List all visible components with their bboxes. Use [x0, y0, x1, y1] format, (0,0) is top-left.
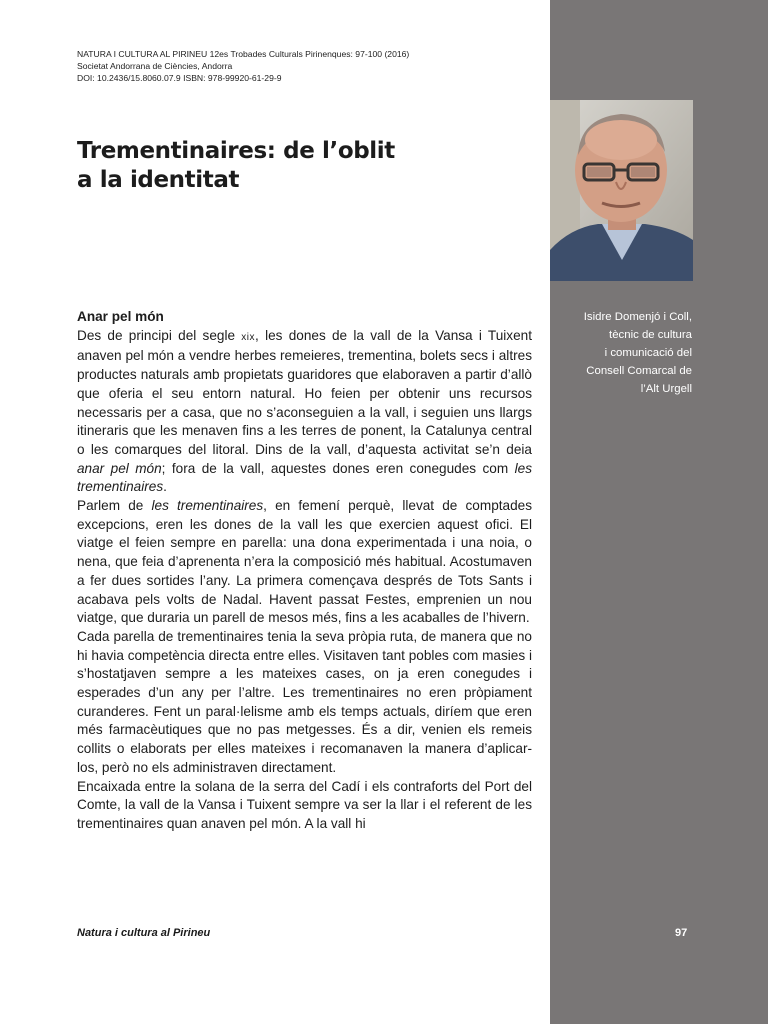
paragraph-4: Encaixada entre la solana de la serra del Cadí i els contraforts del Port del Comte, la vall de la Vansa i Tuixent sempre va ser la llar i el referent de les trementinaires quan anaven pel món. A la vall hi	[77, 778, 532, 831]
paragraph-1-century: xix	[241, 331, 256, 343]
paragraph-2-text-a: Parlem de	[77, 498, 152, 514]
author-caption	[556, 308, 692, 398]
paragraph-1-text-d: .	[163, 479, 167, 495]
header-line-journal: NATURA I CULTURA AL PIRINEU 12es Trobades Culturals Pirinenques: 97-100 (2016)	[77, 49, 410, 59]
paragraph-1-italic-trementinaires: les trementinaires	[77, 460, 532, 495]
author-name: Isidre Domenjó i Coll,	[583, 311, 692, 323]
page-number: 97	[675, 927, 688, 939]
article-title	[77, 137, 517, 195]
paragraph-1-italic-anar-pel-mon: anar pel món	[77, 460, 162, 476]
footer-journal-name: Natura i cultura al Pirineu	[77, 927, 211, 939]
paragraph-1	[77, 327, 532, 497]
paragraph-2-text-b: , en femení perquè, llevat de comptades excepcions, eren les dones de la vall les que exercien aquest ofici. El viatge el feien sempre en parella: una dona experimentada i una noia, o nena, que feia d’aprenenta n’era la composició més habitual. Acostumaven a fer dues sortides l’any. La primera començava després de Tots Sants i acabava pels volts de Nadal. Havent passat Festes, emprenien un nou viatge, que duraria un parell de mesos més, fins a les acaballes de l’hivern.	[77, 498, 533, 626]
paragraph-1-text-c: ; fora de la vall, aquestes dones eren conegudes com	[161, 460, 515, 476]
title-line-2: a la identitat	[77, 167, 240, 193]
author-role-line-4: Consell Comarcal de	[586, 365, 692, 377]
paragraph-2-italic: les trementinaires	[151, 498, 264, 514]
author-role-line-3: i comunicació del	[604, 347, 692, 359]
header-line-doi: DOI: 10.2436/15.8060.07.9 ISBN: 978-99920-61-29-9	[77, 73, 282, 83]
paragraph-3: Cada parella de trementinaires tenia la seva pròpia ruta, de manera que no hi havia competència directa entre elles. Visitaven tant pobles com masies i s’hostatjaven sempre a les mateixes cases, on ja eren conegudes i esperades d’un any per l’altre. Les trementinaires no eren pròpiament curanderes. Fent un paral·lelisme amb els temps actuals, diríem que eren més farmacèutiques que no pas metgesses. És a dir, venien els remeis collits o elaborats per elles mateixes i recomanaven la manera d’aplicar-los, però no els administraven directament.	[77, 628, 532, 775]
author-role-line-2: tècnic de cultura	[609, 329, 692, 341]
header-line-publisher: Societat Andorrana de Ciències, Andorra	[77, 61, 233, 71]
author-photo	[550, 100, 693, 281]
paragraph-2	[77, 497, 532, 628]
title-line-1: Trementinaires: de l’oblit	[77, 138, 395, 164]
article-body	[77, 308, 532, 834]
publication-header	[77, 48, 537, 84]
paragraph-1-text-a: Des de principi del segle	[77, 327, 242, 343]
author-role-line-5: l’Alt Urgell	[640, 383, 692, 395]
paragraph-1-text-b: , les dones de la vall de la Vansa i Tuixent anaven pel món a vendre herbes remeieres, trementina, bolets secs i altres productes naturals amb propietats guaridores que elaboraven a partir d’allò que oferia el seu entorn natural. Ho feien per obtenir uns recursos necessaris per a casa, que no s’aconseguien a la vall, i seguien uns llargs itineraris que les menaven fins a les terres de ponent, la Catalunya central o les comarques del litoral. Dins de la vall, d’aquesta activitat se’n deia	[77, 327, 532, 457]
section-heading: Anar pel món	[77, 309, 164, 324]
